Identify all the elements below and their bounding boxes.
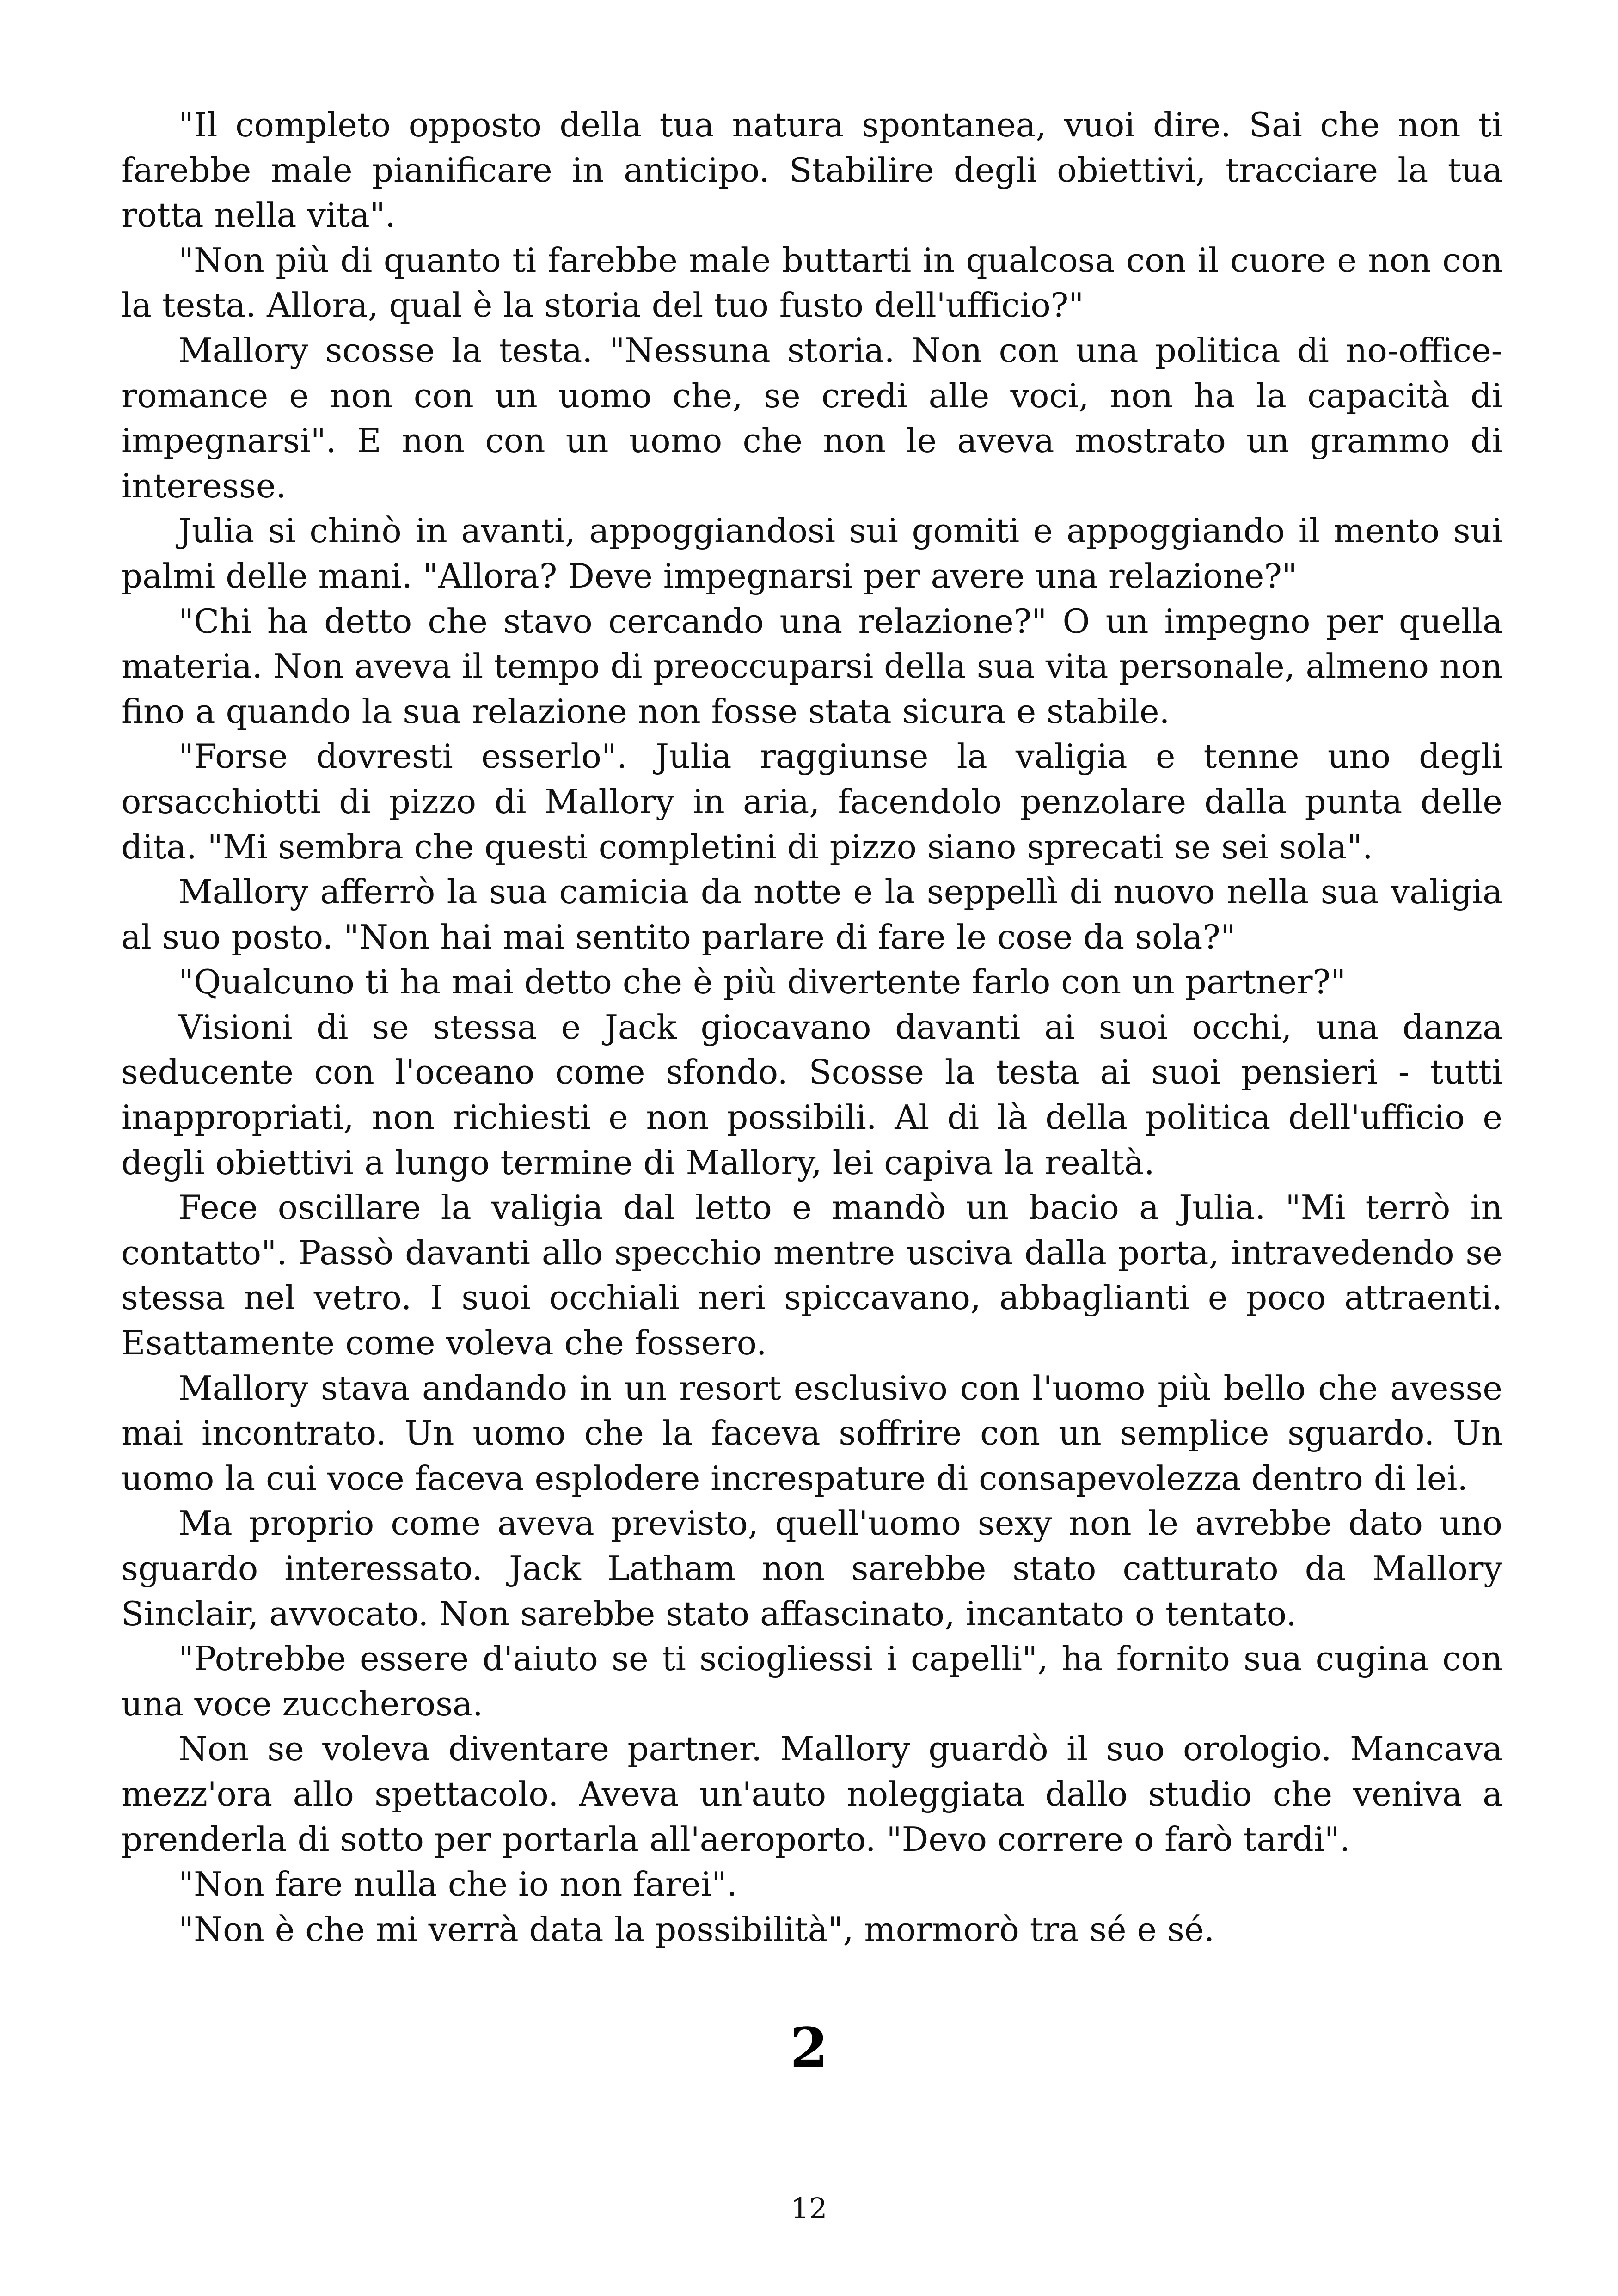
paragraph-16: "Non è che mi verrà data la possibilità", mormorò tra sé e sé.	[178, 1910, 1215, 1949]
paragraph-13: "Potrebbe essere d'aiuto se ti sciogliessi i capelli", ha fornito sua cugina con una voce zuccherosa.	[121, 1639, 1502, 1723]
paragraph-8: "Qualcuno ti ha mai detto che è più divertente farlo con un partner?"	[178, 962, 1346, 1002]
paragraph-10: Fece oscillare la valigia dal letto e mandò un bacio a Julia. "Mi terrò in contatto". Passò davanti allo specchio mentre usciva dalla porta, intravedendo se stessa nel vetro. I suoi occhiali neri spiccavano, abbaglianti e poco attraenti. Esattamente come voleva che fossero.	[121, 1188, 1502, 1363]
paragraph-9: Visioni di se stessa e Jack giocavano davanti ai suoi occhi, una danza seducente con l'oceano come sfondo. Scosse la testa ai suoi pensieri - tutti inappropriati, non richiesti e non possibili. Al di là della politica dell'ufficio e degli obiettivi a lungo termine di Mallory, lei capiva la realtà.	[121, 1007, 1502, 1182]
chapter-number: 2	[790, 2015, 828, 2080]
paragraph-4: Julia si chinò in avanti, appoggiandosi sui gomiti e appoggiando il mento sui palmi delle mani. "Allora? Deve impegnarsi per avere una relazione?"	[121, 511, 1502, 595]
paragraph-3: Mallory scosse la testa. "Nessuna storia. Non con una politica di no-office-romance e non con un uomo che, se credi alle voci, non ha la capacità di impegnarsi". E non con un uomo che non le aveva mostrato un grammo di interesse.	[121, 331, 1502, 505]
page-number: 12	[791, 2192, 827, 2225]
paragraph-1: "Il completo opposto della tua natura spontanea, vuoi dire. Sai che non ti farebbe male pianificare in anticipo. Stabilire degli obiettivi, tracciare la tua rotta nella vita".	[121, 105, 1502, 235]
paragraph-5: "Chi ha detto che stavo cercando una relazione?" O un impegno per quella materia. Non aveva il tempo di preoccuparsi della sua vita personale, almeno non fino a quando la sua relazione non fosse stata sicura e stabile.	[121, 601, 1502, 731]
paragraph-2: "Non più di quanto ti farebbe male buttarti in qualcosa con il cuore e non con la testa. Allora, qual è la storia del tuo fusto dell'ufficio?"	[121, 240, 1502, 325]
paragraph-6: "Forse dovresti esserlo". Julia raggiunse la valigia e tenne uno degli orsacchiotti di pizzo di Mallory in aria, facendolo penzolare dalla punta delle dita. "Mi sembra che questi completini di pizzo siano sprecati se sei sola".	[121, 737, 1502, 866]
paragraph-14: Non se voleva diventare partner. Mallory guardò il suo orologio. Mancava mezz'ora allo spettacolo. Aveva un'auto noleggiata dallo studio che veniva a prenderla di sotto per portarla all'aeroporto. "Devo correre o farò tardi".	[121, 1729, 1502, 1859]
paragraph-11: Mallory stava andando in un resort esclusivo con l'uomo più bello che avesse mai incontrato. Un uomo che la faceva soffrire con un semplice sguardo. Un uomo la cui voce faceva esplodere increspature di consapevolezza dentro di lei.	[121, 1368, 1502, 1498]
body-text	[121, 103, 1502, 1952]
paragraph-7: Mallory afferrò la sua camicia da notte e la seppellì di nuovo nella sua valigia al suo posto. "Non hai mai sentito parlare di fare le cose da sola?"	[121, 872, 1502, 956]
paragraph-12: Ma proprio come aveva previsto, quell'uomo sexy non le avrebbe dato uno sguardo interessato. Jack Latham non sarebbe stato catturato da Mallory Sinclair, avvocato. Non sarebbe stato affascinato, incantato o tentato.	[121, 1504, 1502, 1633]
paragraph-15: "Non fare nulla che io non farei".	[178, 1865, 737, 1904]
